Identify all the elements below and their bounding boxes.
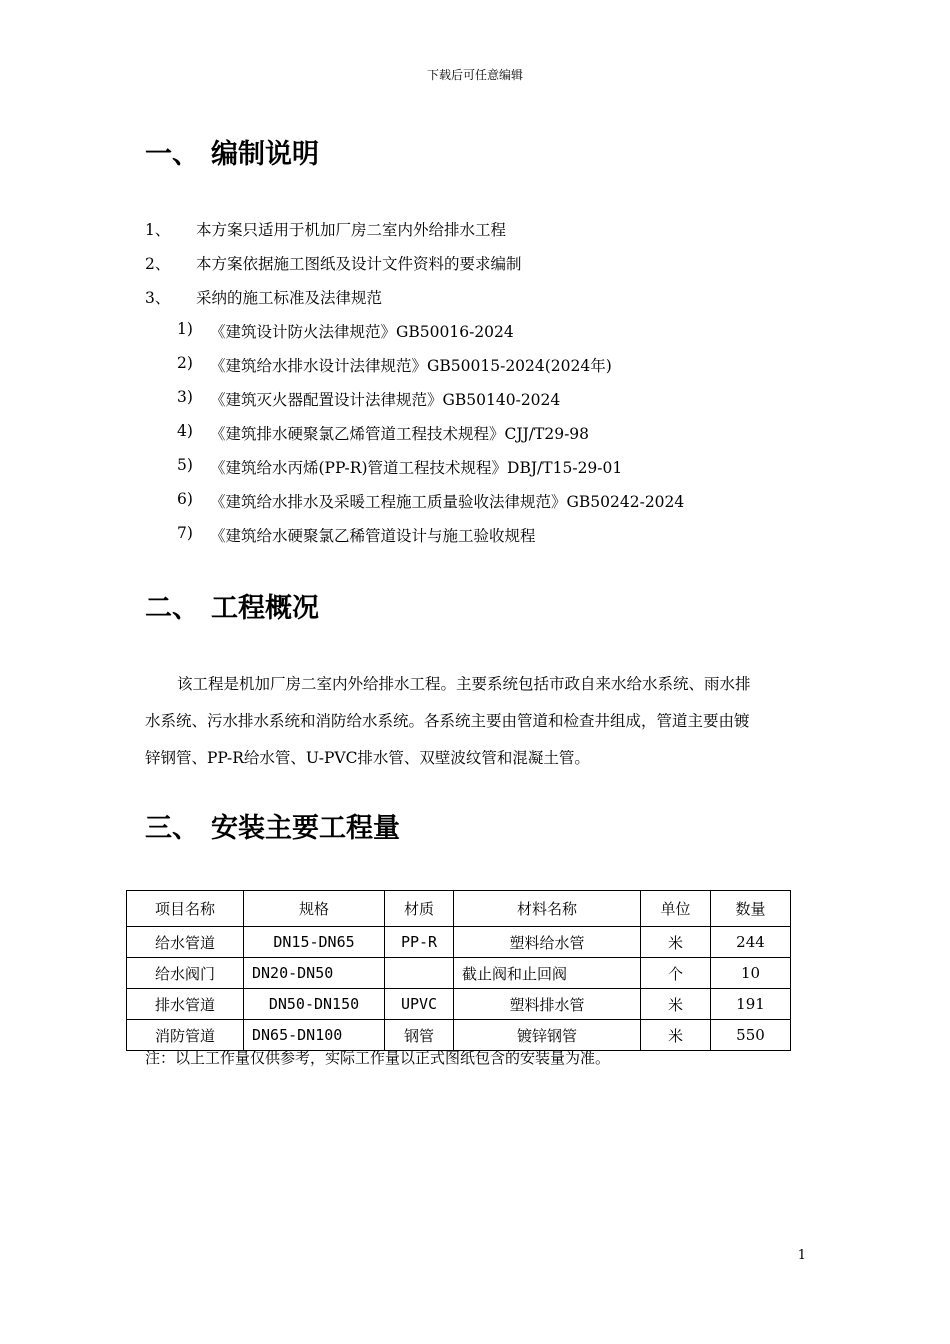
table-cell: 给水阀门 (127, 958, 244, 989)
list-item-number: 1、 (145, 221, 171, 239)
list-item-text: 本方案依据施工图纸及设计文件资料的要求编制 (196, 255, 522, 273)
table-cell: 截止阀和止回阀 (454, 958, 641, 989)
table-cell: UPVC (385, 989, 454, 1020)
standard-item (177, 388, 797, 410)
standard-item (177, 456, 797, 478)
table-cell: DN65-DN100 (244, 1020, 385, 1051)
standard-item (177, 422, 797, 444)
table-cell: PP-R (385, 927, 454, 958)
page-number: 1 (797, 1248, 806, 1263)
standard-text: 《建筑设计防火法律规范》GB50016-2024 (210, 323, 514, 341)
table-cell: 10 (711, 958, 791, 989)
table-cell (385, 958, 454, 989)
standard-item (177, 354, 797, 376)
standard-item (177, 490, 797, 512)
section-number: 一、 (145, 139, 199, 170)
section-heading (145, 132, 545, 168)
list-item-number: 2、 (145, 255, 171, 273)
header-note: 下载后可任意编辑 (426, 68, 523, 82)
table-cell: 塑料排水管 (454, 989, 641, 1020)
section-title: 编制说明 (211, 139, 319, 170)
section-number: 二、 (145, 593, 199, 624)
standard-item (177, 524, 797, 546)
table-row (127, 958, 791, 989)
column-header: 数量 (711, 891, 791, 927)
list-item (145, 252, 745, 274)
standard-text: 《建筑给水丙烯(PP-R)管道工程技术规程》DBJ/T15-29-01 (210, 459, 623, 477)
table-cell: DN50-DN150 (244, 989, 385, 1020)
standard-item (177, 320, 797, 342)
standard-number: 1) (177, 320, 193, 338)
standard-text: 《建筑排水硬聚氯乙烯管道工程技术规程》CJJ/T29-98 (210, 425, 590, 443)
standard-number: 7) (177, 524, 193, 542)
section-title: 工程概况 (211, 593, 319, 624)
table-cell: 给水管道 (127, 927, 244, 958)
list-item-number: 3、 (145, 289, 171, 307)
paragraph-line: 该工程是机加厂房二室内外给排水工程。主要系统包括市政自来水给水系统、雨水排 (177, 675, 751, 693)
table-cell: 米 (641, 989, 711, 1020)
standard-number: 6) (177, 490, 193, 508)
standard-number: 2) (177, 354, 193, 372)
paragraph-line: 水系统、污水排水系统和消防给水系统。各系统主要由管道和检查井组成，管道主要由镀 (145, 712, 750, 730)
table-row (127, 989, 791, 1020)
list-item-text: 采纳的施工标准及法律规范 (196, 289, 383, 307)
table-cell: 塑料给水管 (454, 927, 641, 958)
column-header: 单位 (641, 891, 711, 927)
table-cell: 消防管道 (127, 1020, 244, 1051)
section-number: 三、 (145, 813, 199, 844)
table-cell: 米 (641, 1020, 711, 1051)
table-row (127, 927, 791, 958)
section-title: 安装主要工程量 (211, 813, 400, 844)
standard-text: 《建筑给水排水设计法律规范》GB50015-2024(2024年) (210, 357, 612, 375)
table-cell: 米 (641, 927, 711, 958)
standard-text: 《建筑给水排水及采暖工程施工质量验收法律规范》GB50242-2024 (210, 493, 685, 511)
quantity-table (126, 890, 791, 1051)
table-note: 注：以上工作量仅供参考，实际工作量以正式图纸包含的安装量为准。 (145, 1049, 611, 1067)
standard-text: 《建筑灭火器配置设计法律规范》GB50140-2024 (210, 391, 561, 409)
table-header-row (127, 891, 791, 927)
table-cell: DN20-DN50 (244, 958, 385, 989)
table-row (127, 1020, 791, 1051)
standard-number: 3) (177, 388, 193, 406)
column-header: 项目名称 (127, 891, 244, 927)
standard-text: 《建筑给水硬聚氯乙稀管道设计与施工验收规程 (210, 527, 536, 545)
column-header: 规格 (244, 891, 385, 927)
table-cell: 钢管 (385, 1020, 454, 1051)
list-item (145, 286, 745, 308)
table-cell: DN15-DN65 (244, 927, 385, 958)
list-item-text: 本方案只适用于机加厂房二室内外给排水工程 (196, 221, 507, 239)
column-header: 材质 (385, 891, 454, 927)
list-item (145, 218, 745, 240)
column-header: 材料名称 (454, 891, 641, 927)
paragraph-line: 锌钢管、PP-R给水管、U-PVC排水管、双壁波纹管和混凝土管。 (145, 749, 590, 767)
table-cell: 个 (641, 958, 711, 989)
section-heading (145, 806, 545, 842)
table-cell: 镀锌钢管 (454, 1020, 641, 1051)
section-heading (145, 586, 545, 622)
standard-number: 5) (177, 456, 193, 474)
table-cell: 排水管道 (127, 989, 244, 1020)
table-cell: 550 (711, 1020, 791, 1051)
table-cell: 191 (711, 989, 791, 1020)
standard-number: 4) (177, 422, 193, 440)
table-cell: 244 (711, 927, 791, 958)
